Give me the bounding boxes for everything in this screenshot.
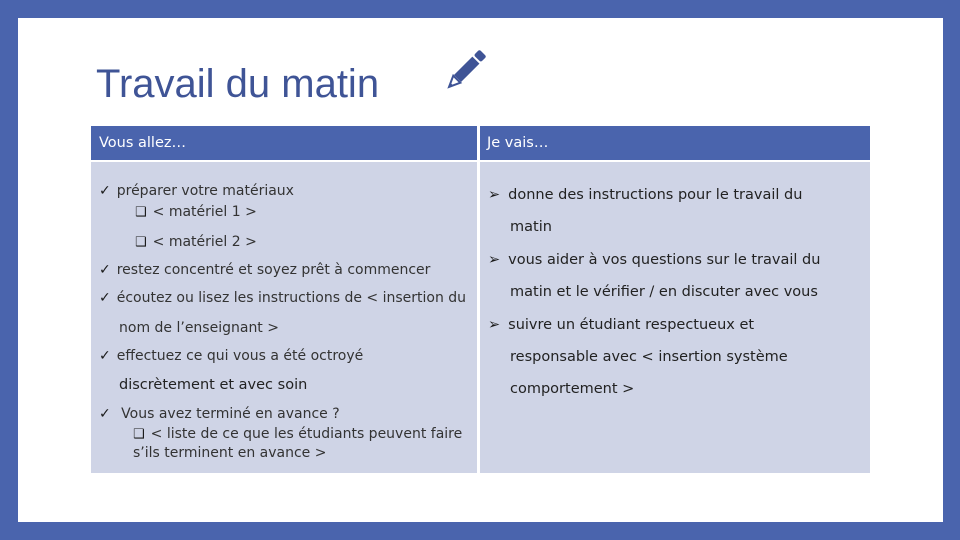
arrow-bullet-icon: ➢ xyxy=(488,317,501,333)
header-vous-allez: Vous allez… xyxy=(91,126,477,160)
list-item: ❑ < matériel 1 > xyxy=(135,204,257,220)
instructions-table xyxy=(91,126,870,473)
list-item-continuation: matin et le vérifier / en discuter avec vous xyxy=(510,284,818,300)
list-item: ❑ < matériel 2 > xyxy=(135,234,257,250)
check-icon: ✓ xyxy=(99,406,111,422)
list-item: ✓ écoutez ou lisez les instructions de < insertion du xyxy=(99,290,467,306)
list-item-continuation: discrètement et avec soin xyxy=(119,377,308,393)
list-item-continuation: s’ils terminent en avance > xyxy=(133,445,327,461)
list-item: ➢ vous aider à vos questions sur le travail du xyxy=(488,252,821,268)
list-item: ➢ donne des instructions pour le travail du xyxy=(488,187,803,203)
slide xyxy=(18,18,943,522)
arrow-bullet-icon: ➢ xyxy=(488,252,501,268)
list-item-continuation: comportement > xyxy=(510,381,635,397)
list-item: ✓ Vous avez terminé en avance ? xyxy=(99,406,340,422)
check-icon: ✓ xyxy=(99,183,111,199)
list-item-continuation: nom de l’enseignant > xyxy=(119,320,279,336)
header-je-vais: Je vais… xyxy=(480,126,870,160)
list-item: ✓ effectuez ce qui vous a été octroyé xyxy=(99,348,364,364)
checkbox-icon: ❑ xyxy=(133,427,145,442)
list-item: ❑ < liste de ce que les étudiants peuvent faire xyxy=(133,426,463,442)
check-icon: ✓ xyxy=(99,290,111,306)
right-column-cell xyxy=(480,162,870,473)
left-column-cell xyxy=(91,162,477,473)
list-item: ✓ restez concentré et soyez prêt à commencer xyxy=(99,262,431,278)
list-item: ➢ suivre un étudiant respectueux et xyxy=(488,317,755,333)
list-item-continuation: responsable avec < insertion système xyxy=(510,349,788,365)
checkbox-icon: ❑ xyxy=(135,235,147,250)
checkbox-icon: ❑ xyxy=(135,205,147,220)
pencil-icon xyxy=(440,44,492,96)
arrow-bullet-icon: ➢ xyxy=(488,187,501,203)
check-icon: ✓ xyxy=(99,348,111,364)
list-item: ✓ préparer votre matériaux xyxy=(99,183,294,199)
slide-title: Travail du matin xyxy=(96,62,380,106)
list-item-continuation: matin xyxy=(510,219,552,235)
check-icon: ✓ xyxy=(99,262,111,278)
